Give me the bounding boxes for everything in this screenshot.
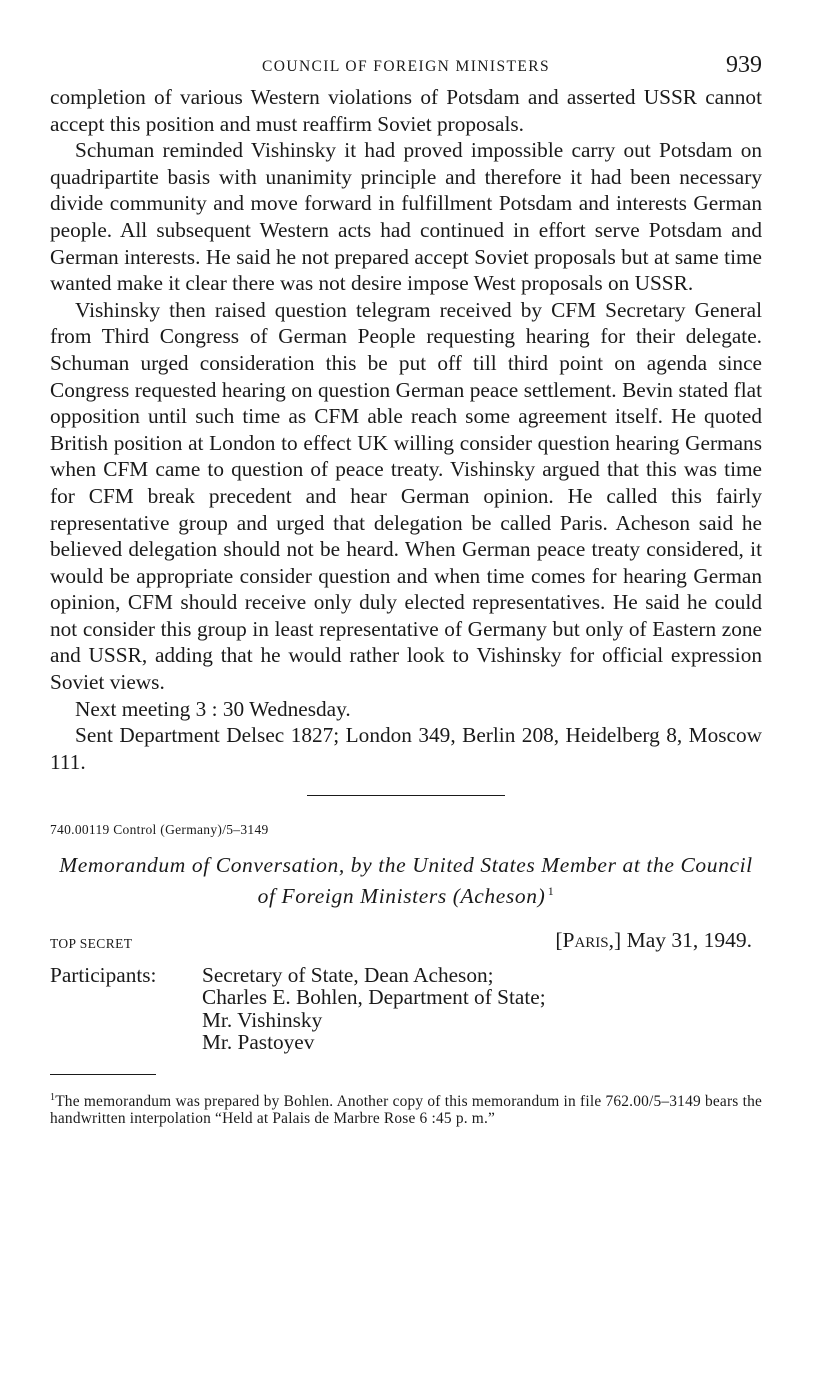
file-reference: 740.00119 Control (Germany)/5–3149 xyxy=(50,822,269,838)
running-title: COUNCIL OF FOREIGN MINISTERS xyxy=(262,58,550,75)
participant-item: Secretary of State, Dean Acheson; xyxy=(202,962,494,987)
footnote-text: The memorandum was prepared by Bohlen. Another copy of this memorandum in file 762.00/5–3149 bears the handwritten interpolation “Held at Palais de Marbre Rose 6 :45 p. m.” xyxy=(50,1092,762,1127)
participant-item: Mr. Vishinsky xyxy=(202,1007,323,1032)
paragraph-schuman: Schuman reminded Vishinsky it had proved impossible carry out Potsdam on quadripartite basis with unanimity principle and therefore it had been necessary divide community and move forward in fulfillment Potsdam and interests German people. All subsequent Western acts had continued in effort serve Potsdam and German interests. He said he not prepared accept Soviet proposals but at same time wanted make it clear there was not desire impose West proposals on USSR. xyxy=(50,138,762,296)
footnote-marker: 1 xyxy=(50,1091,56,1103)
footnote-divider xyxy=(50,1074,156,1075)
paragraph-next-meeting: Next meeting 3 : 30 Wednesday. xyxy=(75,696,351,721)
dateline-date: May 31, 1949. xyxy=(626,927,752,952)
running-header xyxy=(50,52,762,84)
participant-item: Charles E. Bohlen, Department of State; xyxy=(202,985,546,1010)
memo-title-footnote-marker: 1 xyxy=(547,884,555,899)
paragraph-distribution: Sent Department Delsec 1827; London 349, Berlin 208, Heidelberg 8, Moscow 111. xyxy=(50,723,762,774)
classification-label: TOP SECRET xyxy=(50,935,133,951)
memo-title-text: Memorandum of Conversation, by the United States Member at the Council of Foreign Ministers (Acheson) xyxy=(59,853,753,909)
participants-block xyxy=(50,964,762,1054)
participants-list xyxy=(202,964,546,1054)
document-page xyxy=(50,52,762,1127)
body-text xyxy=(50,84,762,775)
participant-item: Mr. Pastoyev xyxy=(202,1030,315,1055)
section-divider xyxy=(307,795,505,796)
memo-title xyxy=(50,852,762,909)
dateline-place: Paris, xyxy=(562,927,615,952)
classification-row xyxy=(50,928,762,958)
participants-label: Participants: xyxy=(50,962,157,987)
paragraph-continuation: completion of various Western violations of Potsdam and asserted USSR cannot accept this position and must reaffirm Soviet proposals. xyxy=(50,85,762,136)
paragraph-vishinsky: Vishinsky then raised question telegram received by CFM Secretary General from Third Congress of German People requesting hearing for their delegate. Schuman urged consideration this be put off till third point on agenda since Congress requested hearing on question German peace settlement. Bevin stated flat opposition until such time as CFM able reach some agreement itself. He quoted British position at London to effect UK willing consider question hearing Germans when CFM came to question of peace treaty. Vishinsky argued that this was time for CFM break precedent and hear German opinion. He called this fairly representative group and urged that delegation be called Paris. Acheson said he believed delegation should not be heard. When German peace treaty considered, it would be appropriate consider question and when time comes for hearing German opinion, CFM should receive only duly elected representatives. He said he could not consider this group in least representative of Germany but only of Eastern zone and USSR, adding that he would rather look to Vishinsky for official expression Soviet views. xyxy=(50,297,762,695)
footnote xyxy=(50,1089,762,1127)
dateline: [Paris,] May 31, 1949. xyxy=(555,927,752,952)
page-number: 939 xyxy=(726,52,762,78)
